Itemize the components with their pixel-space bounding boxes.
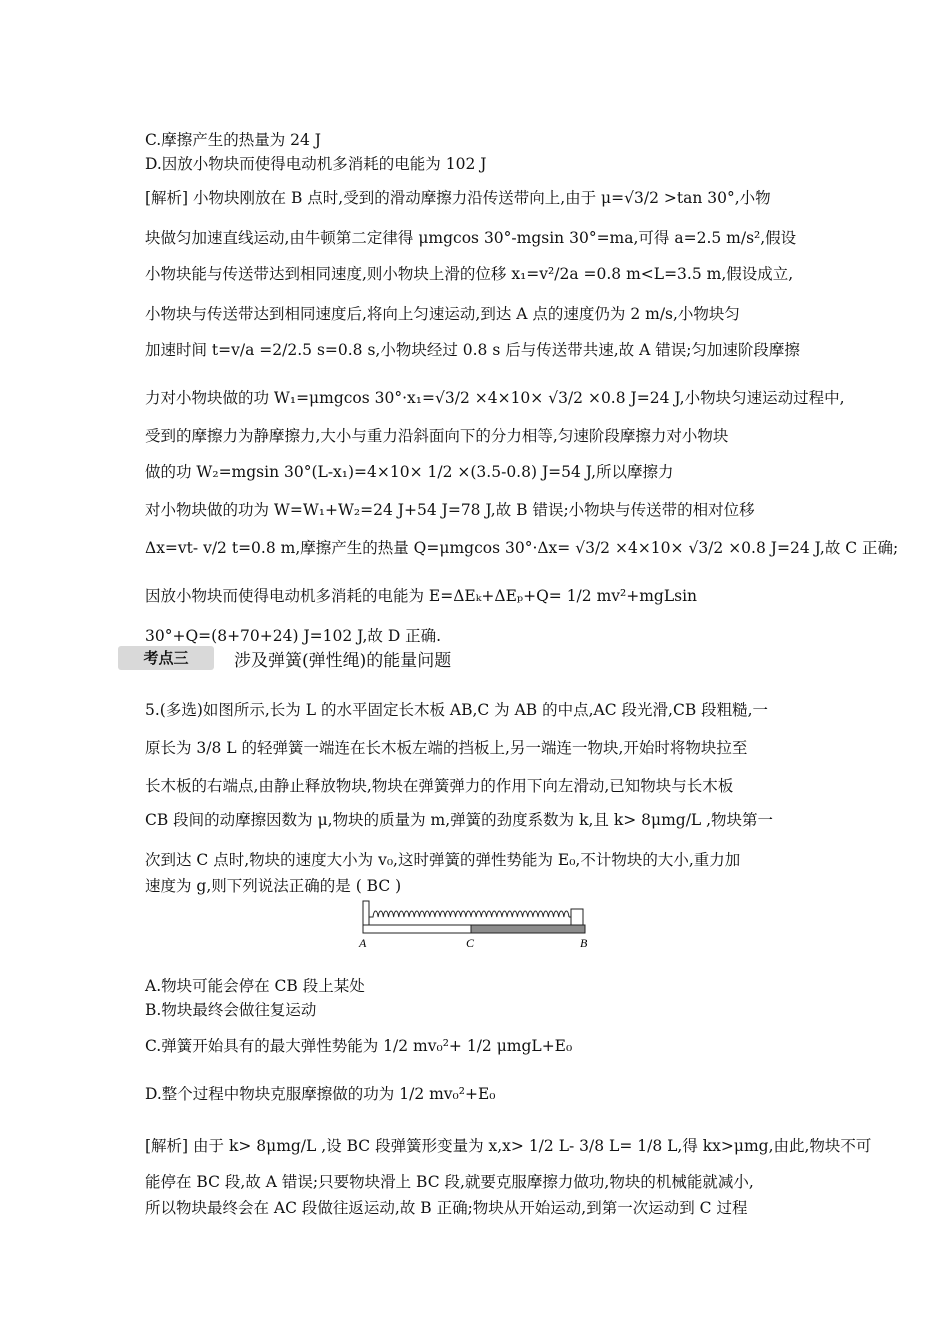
option-b: B.物块最终会做往复运动 <box>145 1001 317 1019</box>
question-stem-line: 5.(多选)如图所示,长为 L 的水平固定长木板 AB,C 为 AB 的中点,AC 段光滑,CB 段粗糙,一 <box>145 701 769 719</box>
analysis-line: [解析] 由于 k> 8μmg/L ,设 BC 段弹簧形变量为 x,x> 1/2 L- 3/8 L= 1/8 L,得 kx>μmg,由此,物块不可 <box>145 1137 872 1155</box>
analysis-line: 所以物块最终会在 AC 段做往返运动,故 B 正确;物块从开始运动,到第一次运动到 C 过程 <box>145 1199 748 1217</box>
question-stem-line: 次到达 C 点时,物块的速度大小为 v₀,这时弹簧的弹性势能为 E₀,不计物块的大小,重力加 <box>145 851 741 869</box>
option-d: D.整个过程中物块克服摩擦做的功为 1/2 mv₀²+E₀ <box>145 1085 496 1103</box>
board-rough-segment <box>471 925 585 933</box>
block <box>571 909 583 925</box>
question-stem-line: 长木板的右端点,由静止释放物块,物块在弹簧弹力的作用下向左滑动,已知物块与长木板 <box>145 777 734 795</box>
spring <box>369 911 571 917</box>
analysis-line: 对小物块做的功为 W=W₁+W₂=24 J+54 J=78 J,故 B 错误;小物块与传送带的相对位移 <box>145 501 755 519</box>
option-c: C.弹簧开始具有的最大弹性势能为 1/2 mv₀²+ 1/2 μmgL+E₀ <box>145 1037 573 1055</box>
analysis-line: 块做匀加速直线运动,由牛顿第二定律得 μmgcos 30°-mgsin 30°=ma,可得 a=2.5 m/s²,假设 <box>145 229 797 247</box>
analysis-line: 受到的摩擦力为静摩擦力,大小与重力沿斜面向下的分力相等,匀速阶段摩擦力对小物块 <box>145 427 729 445</box>
question-stem-line: CB 段间的动摩擦因数为 μ,物块的质量为 m,弹簧的劲度系数为 k,且 k> 8μmg/L ,物块第一 <box>145 811 774 829</box>
question-stem-line: 原长为 3/8 L 的轻弹簧一端连在长木板左端的挡板上,另一端连一物块,开始时将物块拉至 <box>145 739 748 757</box>
analysis-line: 能停在 BC 段,故 A 错误;只要物块滑上 BC 段,就要克服摩擦力做功,物块的机械能就减小, <box>145 1173 754 1191</box>
analysis-line: 力对小物块做的功 W₁=μmgcos 30°·x₁=√3/2 ×4×10× √3/2 ×0.8 J=24 J,小物块匀速运动过程中, <box>145 389 845 407</box>
option-c: C.摩擦产生的热量为 24 J <box>145 131 322 149</box>
analysis-line: 加速时间 t=v/a =2/2.5 s=0.8 s,小物块经过 0.8 s 后与传送带共速,故 A 错误;匀加速阶段摩擦 <box>145 341 800 359</box>
section-tag: 考点三 <box>118 646 214 670</box>
analysis-line: 因放小物块而使得电动机多消耗的电能为 E=ΔEₖ+ΔEₚ+Q= 1/2 mv²+mgLsin <box>145 587 698 605</box>
label-b: B <box>580 936 588 950</box>
option-d: D.因放小物块而使得电动机多消耗的电能为 102 J <box>145 155 487 173</box>
analysis-line: 小物块与传送带达到相同速度后,将向上匀速运动,到达 A 点的速度仍为 2 m/s,小物块匀 <box>145 305 740 323</box>
analysis-line: Δx=vt- v/2 t=0.8 m,摩擦产生的热量 Q=μmgcos 30°·Δx= √3/2 ×4×10× √3/2 ×0.8 J=24 J,故 C 正确; <box>145 539 899 557</box>
analysis-line: 做的功 W₂=mgsin 30°(L-x₁)=4×10× 1/2 ×(3.5-0.8) J=54 J,所以摩擦力 <box>145 463 674 481</box>
option-a: A.物块可能会停在 CB 段上某处 <box>145 977 365 995</box>
analysis-line: 30°+Q=(8+70+24) J=102 J,故 D 正确. <box>145 627 442 645</box>
question-stem-line: 速度为 g,则下列说法正确的是 ( BC ) <box>145 877 402 895</box>
spring-board-diagram <box>355 895 595 953</box>
left-baffle <box>363 901 369 925</box>
section-title: 涉及弹簧(弹性绳)的能量问题 <box>234 651 452 671</box>
analysis-line: [解析] 小物块刚放在 B 点时,受到的滑动摩擦力沿传送带向上,由于 μ=√3/2 >tan 30°,小物 <box>145 189 771 207</box>
analysis-line: 小物块能与传送带达到相同速度,则小物块上滑的位移 x₁=v²/2a =0.8 m<L=3.5 m,假设成立, <box>145 265 794 283</box>
label-a: A <box>359 936 367 950</box>
label-c: C <box>466 936 475 950</box>
